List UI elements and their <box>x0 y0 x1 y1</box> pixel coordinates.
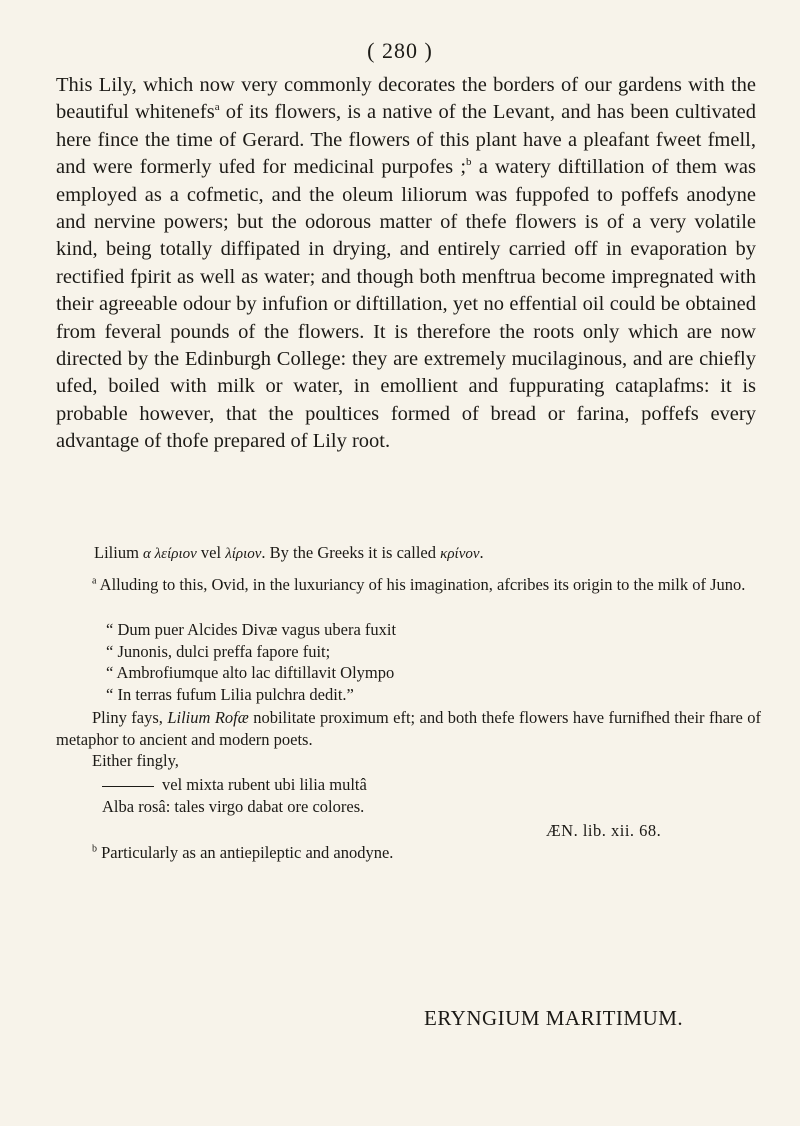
greeks-text: . By the Greeks it is called <box>261 543 441 562</box>
vel-word: vel <box>196 543 226 562</box>
omission-dash <box>102 786 154 787</box>
footnote-a-text: Alluding to this, Ovid, in the luxuriancy of his imagination, afcribes its origin to the milk of Juno. <box>96 575 746 594</box>
pliny-start: Pliny fays, <box>92 708 168 727</box>
lilium-end: . <box>479 543 484 562</box>
main-paragraph <box>56 72 756 456</box>
lilium-word: Lilium <box>94 543 139 562</box>
pliny-note <box>56 707 761 750</box>
footnote-b <box>92 843 393 863</box>
body-text-part3: a watery diftillation of them was employed as a cofmetic, and the oleum liliorum was fuppofed to poffefs anodyne and nervine powers; but the odorous matter of thefe flowers is of a very volatile kind, being totally diffipated in drying, and entirely carried off in evaporation by rectified fpirit as well as water; and though both menftrua become impregnated with their agreeable odour by infufion or diftillation, yet no effential oil could be obtained from feveral pounds of the flowers. It is therefore the roots only which are now directed by the Edinburgh College: they are extremely mucilaginous, and are chiefly ufed, boiled with milk or water, in emollient and fuppurating cataplafms: it is probable however, that the poultices formed of bread or farina, poffefs every advantage of thofe prepared of Lily root. <box>56 156 757 453</box>
footnote-b-text: Particularly as an antiepileptic and anodyne. <box>97 843 394 862</box>
virgil-line-1 <box>102 775 367 795</box>
verse-line: “ In terras fufum Lilia pulchra dedit.” <box>106 684 354 704</box>
page-number: ( 280 ) <box>367 38 433 63</box>
body-text-part1: This Lily, which now very commonly decorates the borders of our gardens with the beautiful whitenefs <box>56 74 756 124</box>
greek-lirion: λίριον <box>225 546 262 562</box>
virgil-citation: ÆN. lib. xii. 68. <box>546 821 662 840</box>
greek-krinon: κρίνον <box>440 546 480 562</box>
footnote-ref-a: a <box>214 101 220 114</box>
body-text-part2: of its flowers, is a native of the Levant, and has been cultivated here fince the time of Gerard. The flowers of this plant have a pleafant fweet fmell, and were formerly ufed for medicinal purpofes ; <box>56 101 756 179</box>
verse-line: “ Ambrofiumque alto lac diftillavit Olympo <box>106 663 395 682</box>
footnote-ref-b: b <box>466 156 472 169</box>
virgil-line-1-text: vel mixta rubent ubi lilia multâ <box>162 775 367 794</box>
footnote-b-marker: b <box>92 843 97 855</box>
ovid-verse <box>106 619 396 705</box>
pliny-end: nobilitate proximum eft; and both thefe flowers have furnifhed their fhare of metaphor to ancient and modern poets. <box>56 708 762 749</box>
lilium-note <box>94 543 774 563</box>
footnote-a-marker: a <box>92 575 97 587</box>
virgil-line-2: Alba rosâ: tales virgo dabat ore colores. <box>102 797 365 816</box>
verse-line: “ Dum puer Alcides Divæ vagus ubera fuxit <box>106 620 397 639</box>
verse-line: “ Junonis, dulci preffa fapore fuit; <box>106 641 331 661</box>
footnote-a <box>56 574 761 596</box>
catchword: ERYNGIUM MARITIMUM. <box>424 1006 684 1030</box>
pliny-italic: Lilium Rofæ <box>167 708 249 727</box>
either-line: Either fingly, <box>92 751 179 770</box>
greek-leirion: α λείριον <box>143 546 197 562</box>
